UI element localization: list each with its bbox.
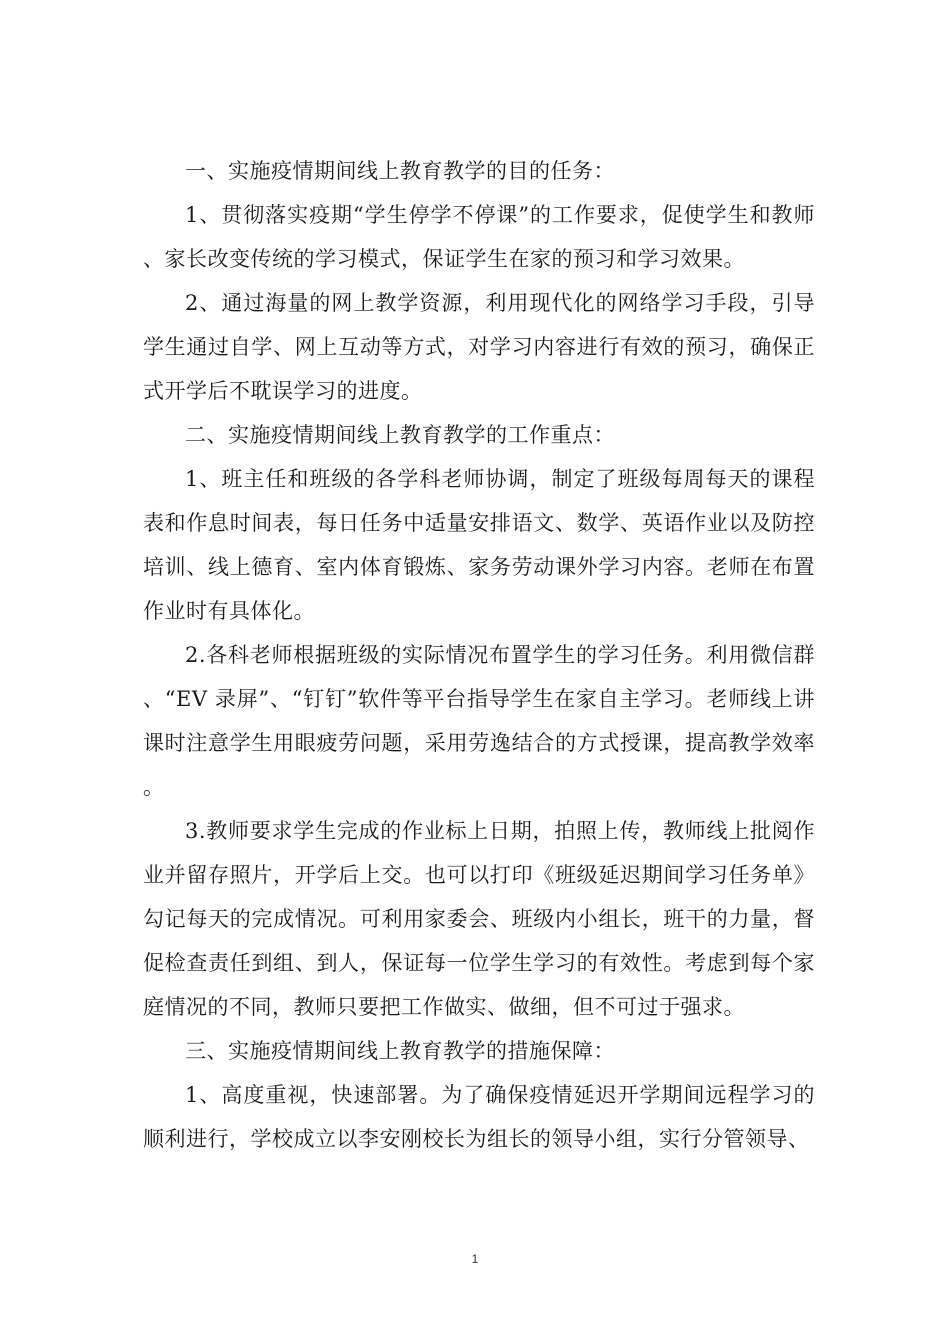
paragraph-2-1: 1、班主任和班级的各学科老师协调，制定了班级每周每天的课程表和作息时间表，每日任务中适量安排语文、数学、英语作业以及防控培训、线上德育、室内体育锻炼、家务劳动课外学习内容。老师在布置作业时有具体化。 [143,467,815,623]
paragraph-3-1: 1、高度重视，快速部署。为了确保疫情延迟开学期间远程学习的顺利进行，学校成立以李安刚校长为组长的领导小组，实行分管领导、 [143,1083,815,1151]
paragraph-2-2: 2.各科老师根据班级的实际情况布置学生的学习任务。利用微信群、“EV 录屏”、“钉钉”软件等平台指导学生在家自主学习。老师线上讲课时注意学生用眼疲劳问题，采用劳逸结合的方式授课，提高教学效率。 [143,643,815,799]
section-heading-2: 二、实施疫情期间线上教育教学的工作重点： [185,423,615,447]
paragraph-1-2: 2、通过海量的网上教学资源，利用现代化的网络学习手段，引导学生通过自学、网上互动等方式，对学习内容进行有效的预习，确保正式开学后不耽误学习的进度。 [143,291,815,403]
page-number: 1 [471,1252,479,1266]
document-body [143,149,815,1161]
paragraph-1-1: 1、贯彻落实疫期“学生停学不停课”的工作要求，促使学生和教师、家长改变传统的学习模式，保证学生在家的预习和学习效果。 [143,203,815,271]
section-heading-3: 三、实施疫情期间线上教育教学的措施保障： [185,1039,615,1063]
section-heading-1: 一、实施疫情期间线上教育教学的目的任务： [185,159,615,183]
paragraph-2-3: 3.教师要求学生完成的作业标上日期，拍照上传，教师线上批阅作业并留存照片，开学后上交。也可以打印《班级延迟期间学习任务单》勾记每天的完成情况。可利用家委会、班级内小组长，班干的力量，督促检查责任到组、到人，保证每一位学生学习的有效性。考虑到每个家庭情况的不同，教师只要把工作做实、做细，但不可过于强求。 [143,819,815,1019]
